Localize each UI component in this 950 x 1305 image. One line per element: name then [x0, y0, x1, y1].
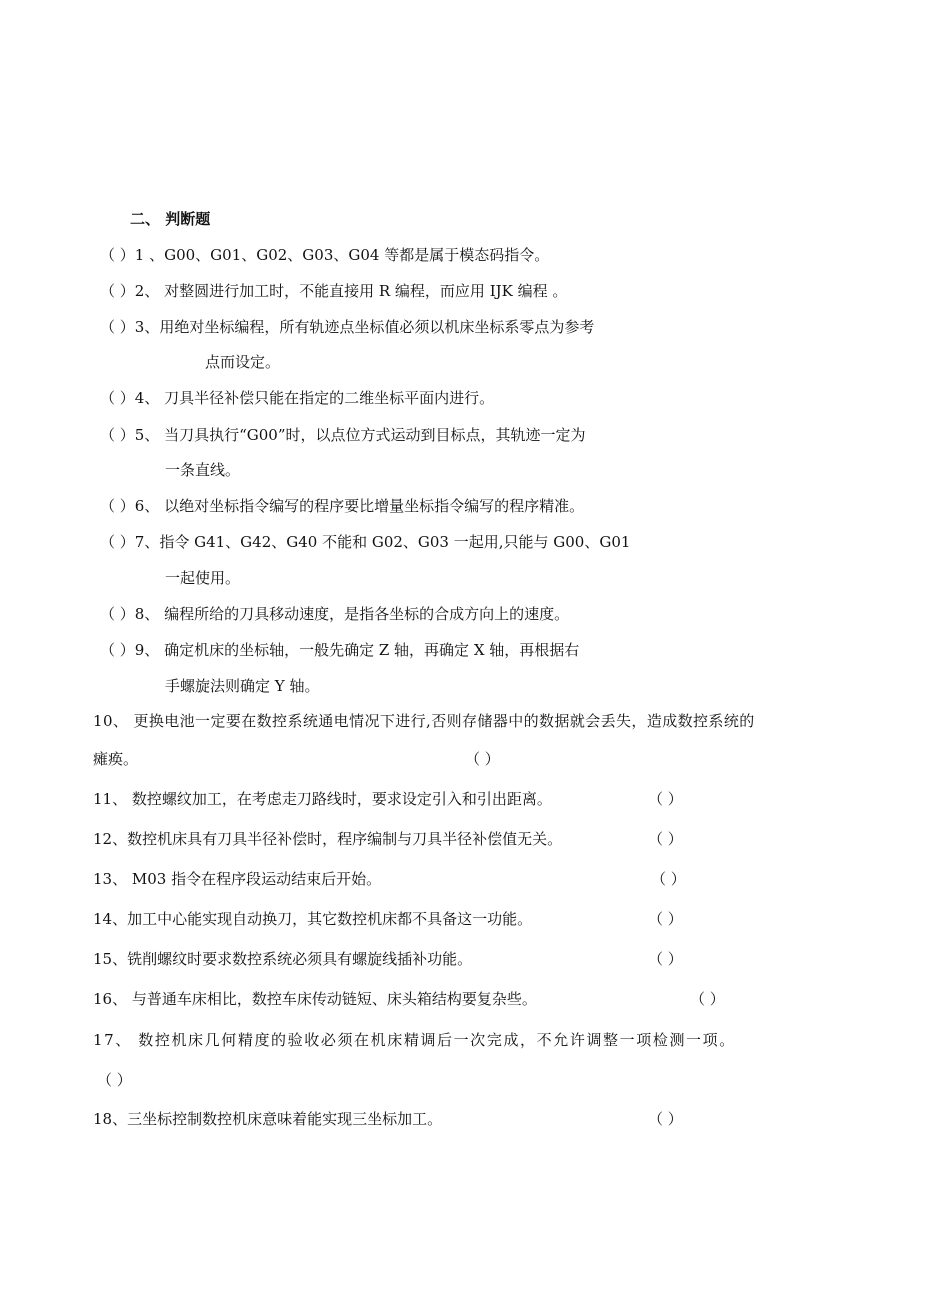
item-text: 3、用绝对坐标编程，所有轨迹点坐标值必须以机床坐标系零点为参考 [134, 318, 595, 336]
judgment-item-13: 13、 M03 指令在程序段运动结束后开始。 [93, 870, 382, 888]
item-text: 7、指令 G41、G42、G40 不能和 G02、G03 一起用,只能与 G00、G01 [134, 533, 631, 551]
answer-bracket: （ ） [100, 641, 135, 659]
item-text: 9、 确定机床的坐标轴，一般先确定 Z 轴，再确定 X 轴，再根据右 [134, 641, 580, 659]
answer-bracket: （ ） [100, 318, 135, 336]
answer-bracket-18: （ ） [648, 1110, 683, 1128]
judgment-item-7-continuation: 一起使用。 [165, 569, 241, 587]
answer-bracket-11: （ ） [648, 790, 683, 808]
judgment-item-3 [100, 317, 594, 337]
judgment-item-14: 14、加工中心能实现自动换刀，其它数控机床都不具备这一功能。 [93, 910, 533, 928]
item-text: 2、 对整圆进行加工时，不能直接用 R 编程，而应用 IJK 编程 。 [134, 282, 568, 300]
answer-bracket-13: （ ） [651, 870, 686, 888]
judgment-item-9-continuation: 手螺旋法则确定 Y 轴。 [165, 677, 320, 695]
answer-bracket: （ ） [100, 246, 135, 264]
answer-bracket-14: （ ） [648, 910, 683, 928]
judgment-item-5-continuation: 一条直线。 [165, 461, 241, 479]
judgment-item-18: 18、三坐标控制数控机床意味着能实现三坐标加工。 [93, 1110, 443, 1128]
judgment-item-10-continuation: 瘫痪。 [93, 750, 139, 768]
item-text: 4、 刀具半径补偿只能在指定的二维坐标平面内进行。 [134, 389, 495, 407]
answer-bracket-12: （ ） [648, 830, 683, 848]
judgment-item-5 [100, 425, 586, 445]
judgment-item-17: 17、 数控机床几何精度的验收必须在机床精调后一次完成，不允许调整一项检测一项。 [93, 1031, 736, 1049]
judgment-item-15: 15、铣削螺纹时要求数控系统必须具有螺旋线插补功能。 [93, 950, 473, 968]
item-text: 5、 当刀具执行“G00”时，以点位方式运动到目标点，其轨迹一定为 [134, 426, 586, 444]
answer-bracket: （ ） [100, 533, 135, 551]
judgment-item-4 [100, 388, 494, 408]
answer-bracket-15: （ ） [648, 950, 683, 968]
item-text: 6、 以绝对坐标指令编写的程序要比增量坐标指令编写的程序精准。 [134, 497, 585, 515]
item-text: 8、 编程所给的刀具移动速度，是指各坐标的合成方向上的速度。 [134, 605, 570, 623]
answer-bracket: （ ） [100, 389, 135, 407]
item-text: 1 、G00、G01、G02、G03、G04 等都是属于模态码指令。 [134, 246, 550, 264]
answer-bracket: （ ） [100, 426, 135, 444]
judgment-item-2 [100, 281, 567, 301]
answer-bracket: （ ） [100, 282, 135, 300]
judgment-item-9 [100, 640, 579, 660]
answer-bracket-17: （ ） [97, 1071, 132, 1089]
judgment-item-7 [100, 532, 630, 552]
answer-bracket-10: （ ） [465, 750, 500, 768]
section-title: 二、 判断题 [130, 210, 211, 228]
answer-bracket: （ ） [100, 497, 135, 515]
answer-bracket-16: （ ） [690, 990, 725, 1008]
judgment-item-11: 11、 数控螺纹加工，在考虑走刀路线时，要求设定引入和引出距离。 [93, 790, 552, 808]
judgment-item-1 [100, 245, 549, 265]
judgment-item-6 [100, 496, 584, 516]
answer-bracket: （ ） [100, 605, 135, 623]
judgment-item-10: 10、 更换电池一定要在数控系统通电情况下进行,否则存储器中的数据就会丢失，造成数控系统的 [93, 712, 755, 730]
judgment-item-3-continuation: 点而设定。 [205, 353, 281, 371]
judgment-item-8 [100, 604, 569, 624]
judgment-item-12: 12、数控机床具有刀具半径补偿时，程序编制与刀具半径补偿值无关。 [93, 830, 563, 848]
judgment-item-16: 16、 与普通车床相比，数控车床传动链短、床头箱结构要复杂些。 [93, 990, 537, 1008]
